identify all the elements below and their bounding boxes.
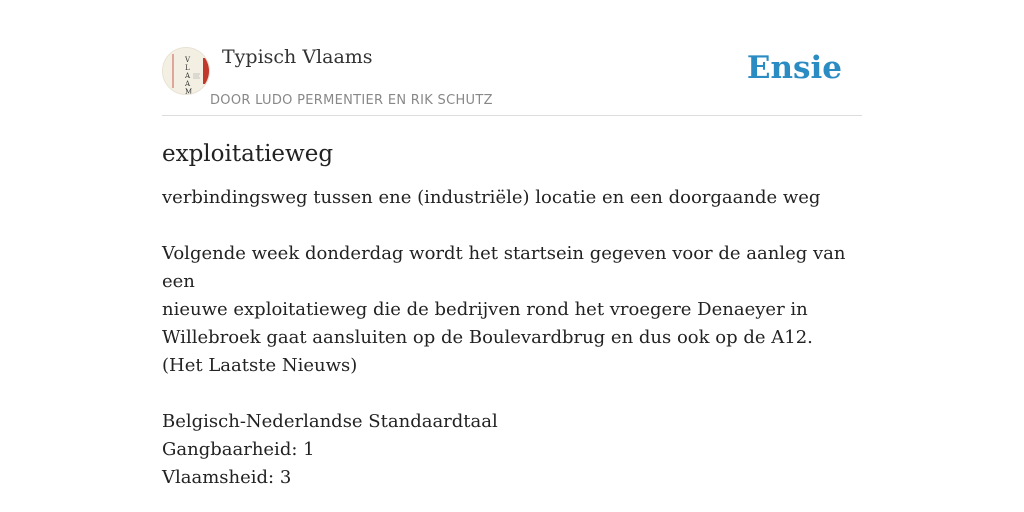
language-variant: Belgisch-Nederlandse Standaardtaal: [162, 411, 498, 432]
header: [162, 40, 862, 116]
svg-text:V: V: [185, 56, 191, 64]
svg-text:L: L: [185, 64, 190, 72]
spacer: [162, 380, 862, 408]
svg-text:A: A: [185, 80, 191, 88]
spacer: [162, 212, 862, 240]
svg-text:M: M: [185, 88, 193, 94]
example-source: (Het Laatste Nieuws): [162, 355, 358, 376]
vlaamsheid: Vlaamsheid: 3: [162, 467, 292, 488]
svg-text:A: A: [185, 72, 191, 80]
example-line: Willebroek gaat aansluiten op de Boulevardbrug en dus ook op de A12.: [162, 327, 813, 348]
gangbaarheid: Gangbaarheid: 1: [162, 439, 315, 460]
entry-definition: verbindingsweg tussen ene (industriële) locatie en een doorgaande weg: [162, 187, 821, 208]
ensie-logo-link[interactable]: Ensie: [746, 50, 842, 86]
source-avatar[interactable]: [162, 47, 210, 95]
entry-content: [162, 138, 862, 492]
source-title[interactable]: Typisch Vlaams: [222, 46, 373, 68]
typisch-vlaams-logo-icon: [163, 48, 209, 94]
entry-word: exploitatieweg: [162, 141, 334, 167]
example-line: Volgende week donderdag wordt het startsein gegeven voor de aanleg van een: [162, 243, 846, 292]
authors-line: DOOR LUDO PERMENTIER EN RIK SCHUTZ: [210, 93, 493, 108]
example-line: nieuwe exploitatieweg die de bedrijven rond het vroegere Denaeyer in: [162, 299, 808, 320]
